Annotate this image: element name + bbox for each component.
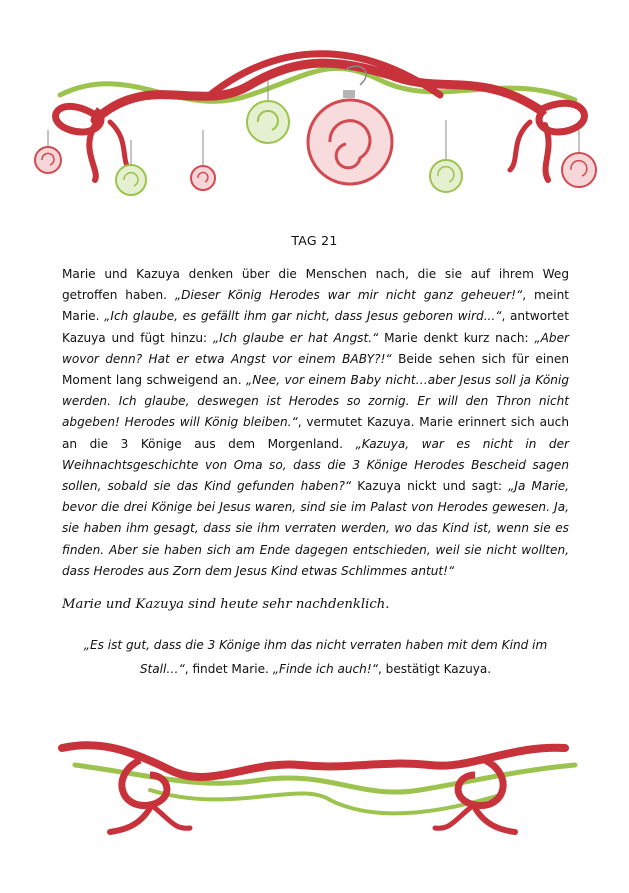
- story-text: Kazuya nickt und sagt:: [351, 479, 509, 494]
- closing-text: , findet Marie.: [184, 662, 273, 676]
- ornament-green-center: [247, 80, 289, 143]
- story-text: , antwortet Kazuya und fügt hinzu:: [62, 309, 569, 345]
- ornament-green-right: [430, 120, 462, 192]
- closing-quote: „Finde ich auch!“: [272, 662, 378, 676]
- story-quote: „Nee, vor einem Baby nicht…aber Jesus soll ja König werden. Ich glaube, deswegen ist Herodes so zornig. Er will den Thron nicht abgeben! Herodes will König bleiben.“: [62, 373, 569, 430]
- story-paragraph: [62, 264, 569, 582]
- story-quote: „Kazuya, war es nicht in der Weihnachtsgeschichte von Oma so, dass die 3 Könige Herodes Bescheid sagen sollen, sobald sie das Kind gefunden haben?“: [62, 436, 569, 494]
- story-text: Marie und Kazuya denken über die Menschen nach, die sie auf ihrem Weg getroffen haben.: [62, 267, 569, 303]
- story-text: , meint Marie.: [62, 288, 569, 324]
- story-quote: „Ich glaube er hat Angst.“: [212, 330, 379, 345]
- ornament-red-small-center-left: [191, 130, 215, 190]
- story-text: Beide sehen sich für einen Moment lang schweigend an.: [62, 351, 570, 388]
- handwritten-summary: Marie und Kazuya sind heute sehr nachdenklich.: [62, 597, 390, 612]
- top-garland-decoration: [0, 0, 629, 215]
- story-quote: „Ja Marie, bevor die drei Könige bei Jesus waren, sind sie im Palast von Herodes gewesen. Ja, sie haben ihm gesagt, dass sie ihm verraten werden, wo das Kind ist, wenn sie es finden. Aber sie haben sich am Ende dagegen entschieden, weil sie nicht wollten, dass Herodes aus Zorn dem Jesus Kind etwas Schlimmes antut!“: [62, 479, 569, 578]
- story-quote: „Ich glaube, es gefällt ihm gar nicht, dass Jesus geboren wird...“: [104, 309, 502, 324]
- bottom-garland-decoration: [0, 720, 629, 870]
- ornament-red-right: [562, 130, 596, 187]
- page-title: TAG 21: [291, 233, 338, 248]
- story-text: Marie denkt kurz nach:: [378, 330, 535, 345]
- story-quote: „Aber wovor denn? Hat er etwa Angst vor einem BABY?!“: [62, 330, 569, 366]
- story-text: , vermutet Kazuya. Marie erinnert sich auch an die 3 Könige aus dem Morgenland.: [62, 415, 569, 451]
- ornament-green-left: [116, 140, 146, 195]
- ornament-red-small-left: [35, 130, 61, 173]
- ornament-red-large-center: [308, 66, 392, 184]
- story-quote: „Dieser König Herodes war mir nicht ganz geheuer!“: [174, 288, 523, 303]
- closing-paragraph: [62, 633, 569, 681]
- closing-text: , bestätigt Kazuya.: [377, 662, 492, 676]
- closing-quote: „Es ist gut, dass die 3 Könige ihm das nicht verraten haben mit dem Kind im Stall…“: [83, 638, 548, 676]
